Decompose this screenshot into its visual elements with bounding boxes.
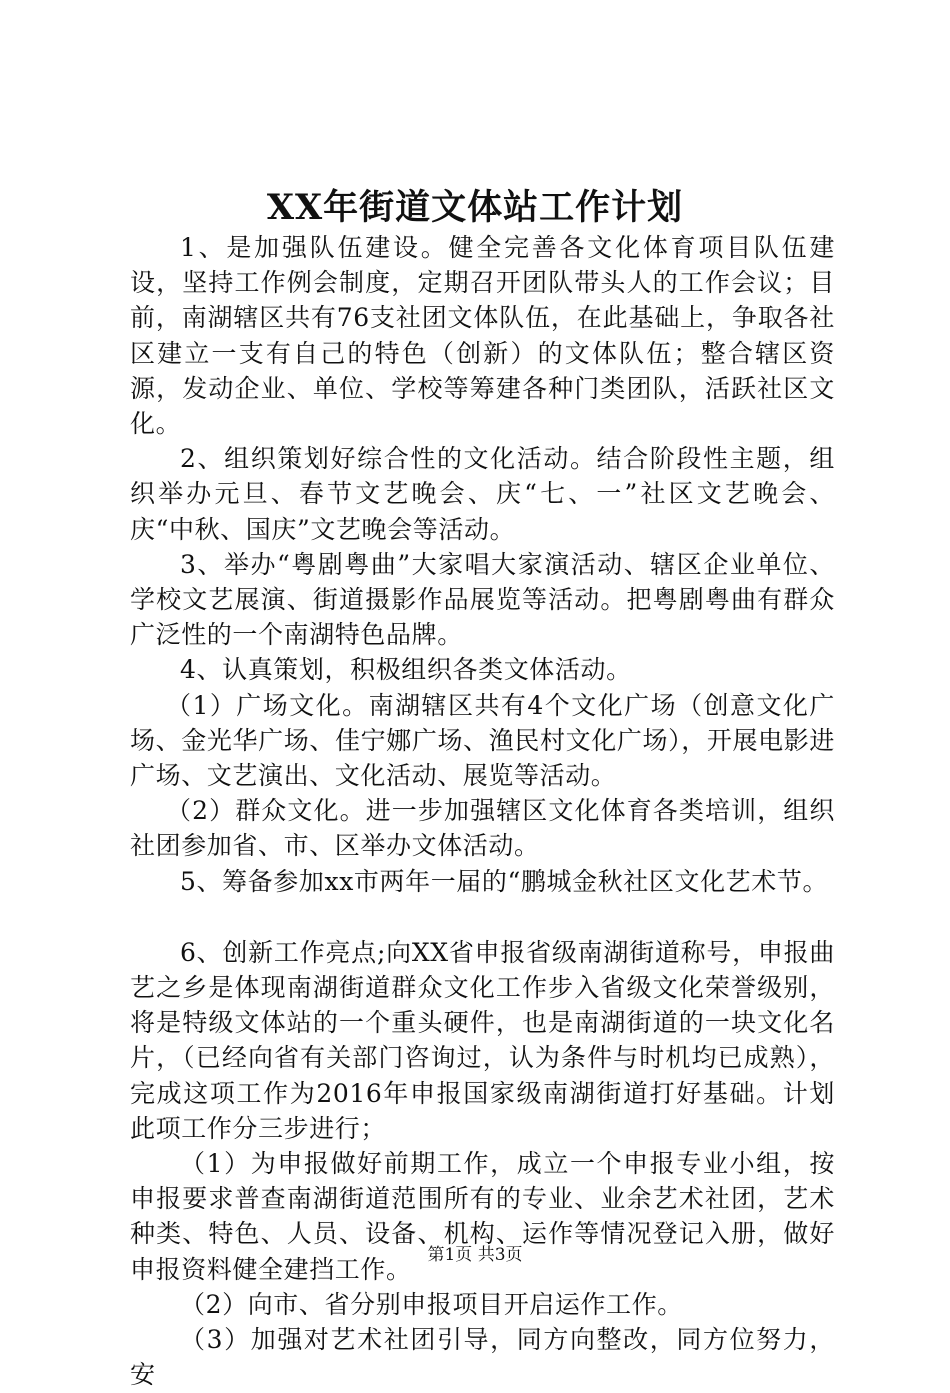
document-body (130, 230, 835, 1393)
paragraph-4-2: （2）群众文化。进一步加强辖区文化体育各类培训，组织社团参加省、市、区举办文体活动。 (130, 796, 835, 861)
paragraph-5: 5、筹备参加xx市两年一届的“鹏城金秋社区文化艺术节。 (180, 866, 829, 896)
paragraph-3: 3、举办“粤剧粤曲”大家唱大家演活动、辖区企业单位、学校文艺展演、街道摄影作品展览等活动。把粤剧粤曲有群众广泛性的一个南湖特色品牌。 (130, 549, 835, 650)
paragraph-2: 2、组织策划好综合性的文化活动。结合阶段性主题，组织举办元旦、春节文艺晚会、庆“七、一”社区文艺晚会、庆“中秋、国庆”文艺晚会等活动。 (130, 444, 835, 544)
paragraph-6: 6、创新工作亮点;向XX省申报省级南湖街道称号，申报曲艺之乡是体现南湖街道群众文化工作步入省级文化荣誉级别，将是特级文体站的一个重头硬件，也是南湖街道的一块文化名片，（已经向省有关部门咨询过，认为条件与时机均已成熟），完成这项工作为2016年申报国家级南湖街道打好基础。计划此项工作分三步进行； (130, 937, 835, 1143)
paragraph-6-3: （3）加强对艺术社团引导，同方向整改，同方位努力，安 (130, 1325, 835, 1390)
document-title: XX年街道文体站工作计划 (266, 187, 684, 228)
paragraph-1: 1、是加强队伍建设。健全完善各文化体育项目队伍建设，坚持工作例会制度，定期召开团队带头人的工作会议；目前，南湖辖区共有76支社团文体队伍，在此基础上，争取各社区建立一支有自己的特色（创新）的文体队伍；整合辖区资源，发动企业、单位、学校等筹建各种门类团队，活跃社区文化。 (130, 233, 835, 439)
page-footer: 第1页 共3页 (427, 1245, 523, 1265)
paragraph-6-1: （1）为申报做好前期工作，成立一个申报专业小组，按申报要求普查南湖街道范围所有的专业、业余艺术社团，艺术种类、特色、人员、设备、机构、运作等情况登记入册，做好申报资料健全建挡工作。 (130, 1149, 835, 1284)
paragraph-4-1: （1）广场文化。南湖辖区共有4个文化广场（创意文化广场、金光华广场、佳宁娜广场、渔民村文化广场），开展电影进广场、文艺演出、文化活动、展览等活动。 (130, 690, 835, 791)
paragraph-6-2: （2）向市、省分别申报项目开启运作工作。 (180, 1289, 683, 1319)
paragraph-4: 4、认真策划，积极组织各类文体活动。 (180, 655, 632, 685)
